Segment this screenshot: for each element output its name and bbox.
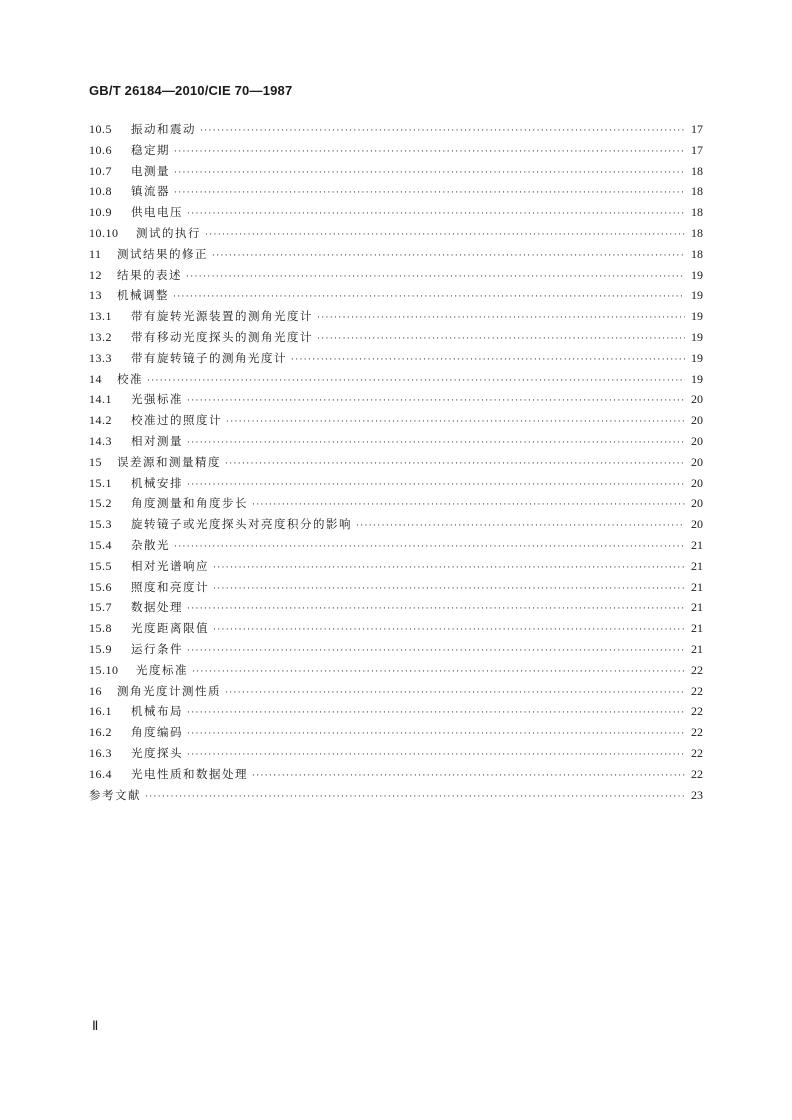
toc-entry-title: 运行条件 bbox=[131, 641, 183, 656]
toc-entry[interactable] bbox=[89, 369, 703, 390]
toc-entry[interactable] bbox=[89, 473, 703, 494]
toc-entry-page: 20 bbox=[691, 517, 703, 532]
toc-dot-leader bbox=[187, 475, 685, 496]
toc-dot-leader bbox=[213, 579, 685, 600]
toc-entry-page: 19 bbox=[691, 267, 703, 282]
toc-entry-number: 14 bbox=[89, 371, 102, 386]
toc-entry[interactable] bbox=[89, 785, 703, 806]
toc-entry[interactable] bbox=[89, 722, 703, 743]
toc-entry-page: 19 bbox=[691, 350, 703, 365]
toc-entry-title: 机械调整 bbox=[117, 288, 169, 303]
toc-entry-number: 16.1 bbox=[89, 704, 112, 719]
document-code-header: GB/T 26184—2010/CIE 70—1987 bbox=[89, 83, 293, 98]
toc-entry-title: 带有移动光度探头的测角光度计 bbox=[131, 329, 313, 344]
toc-dot-leader bbox=[317, 308, 685, 329]
toc-entry-page: 17 bbox=[691, 122, 703, 136]
toc-entry[interactable] bbox=[89, 556, 703, 577]
toc-entry-title: 旋转镜子或光度探头对亮度积分的影响 bbox=[131, 517, 352, 532]
toc-entry-page: 17 bbox=[691, 142, 703, 157]
toc-entry-page: 21 bbox=[691, 641, 703, 656]
toc-entry-number: 14.3 bbox=[89, 433, 112, 448]
toc-entry-page: 19 bbox=[691, 288, 703, 303]
toc-entry-page: 18 bbox=[691, 225, 703, 240]
toc-entry-title: 结果的表述 bbox=[117, 267, 182, 282]
page-number-footer: Ⅱ bbox=[92, 1018, 99, 1033]
toc-dot-leader bbox=[187, 204, 685, 225]
toc-dot-leader bbox=[252, 495, 685, 516]
toc-entry-page: 20 bbox=[691, 454, 703, 469]
toc-entry[interactable] bbox=[89, 764, 703, 785]
toc-dot-leader bbox=[187, 745, 685, 766]
toc-entry-number: 15.8 bbox=[89, 621, 112, 636]
toc-entry-number: 16.2 bbox=[89, 725, 112, 740]
toc-entry-number: 13 bbox=[89, 288, 102, 303]
toc-entry-title: 角度测量和角度步长 bbox=[131, 496, 248, 511]
toc-entry-number: 15.6 bbox=[89, 579, 112, 594]
toc-entry-title: 带有旋转镜子的测角光度计 bbox=[131, 350, 287, 365]
toc-dot-leader bbox=[200, 121, 685, 142]
toc-entry-number: 15.9 bbox=[89, 641, 112, 656]
toc-entry-number: 13.3 bbox=[89, 350, 112, 365]
toc-entry-title: 机械安排 bbox=[131, 475, 183, 490]
toc-entry[interactable] bbox=[89, 119, 703, 140]
toc-dot-leader bbox=[213, 558, 685, 579]
toc-entry[interactable] bbox=[89, 348, 703, 369]
toc-entry-title: 光度探头 bbox=[131, 745, 183, 760]
toc-entry[interactable] bbox=[89, 701, 703, 722]
toc-dot-leader bbox=[212, 246, 685, 267]
toc-entry[interactable] bbox=[89, 577, 703, 598]
toc-entry[interactable] bbox=[89, 431, 703, 452]
toc-entry[interactable] bbox=[89, 535, 703, 556]
toc-entry-title: 照度和亮度计 bbox=[131, 579, 209, 594]
toc-entry-title: 数据处理 bbox=[131, 600, 183, 615]
toc-entry-page: 19 bbox=[691, 309, 703, 324]
toc-dot-leader bbox=[225, 454, 685, 475]
toc-entry-number: 16.4 bbox=[89, 766, 112, 781]
toc-entry-title: 相对光谱响应 bbox=[131, 558, 209, 573]
toc-entry[interactable] bbox=[89, 161, 703, 182]
toc-dot-leader bbox=[174, 163, 685, 184]
toc-entry-title: 光强标准 bbox=[131, 392, 183, 407]
toc-entry-number: 10.10 bbox=[89, 225, 119, 240]
toc-entry-number: 11 bbox=[89, 246, 102, 261]
toc-entry-title: 带有旋转光源装置的测角光度计 bbox=[131, 309, 313, 324]
toc-entry-page: 21 bbox=[691, 621, 703, 636]
toc-entry[interactable] bbox=[89, 618, 703, 639]
toc-entry-number: 15.4 bbox=[89, 537, 112, 552]
toc-entry-number: 10.8 bbox=[89, 184, 112, 199]
toc-entry-title: 测试的执行 bbox=[136, 225, 201, 240]
toc-entry-number: 13.1 bbox=[89, 309, 112, 324]
toc-dot-leader bbox=[187, 433, 685, 454]
toc-entry[interactable] bbox=[89, 285, 703, 306]
toc-entry-number: 12 bbox=[89, 267, 102, 282]
toc-entry-number: 15.7 bbox=[89, 600, 112, 615]
toc-dot-leader bbox=[147, 371, 685, 392]
toc-entry-title: 相对测量 bbox=[131, 433, 183, 448]
toc-entry-page: 18 bbox=[691, 205, 703, 220]
toc-entry-number: 14.1 bbox=[89, 392, 112, 407]
toc-entry-number: 13.2 bbox=[89, 329, 112, 344]
toc-dot-leader bbox=[186, 267, 685, 288]
toc-entry-title: 校准 bbox=[117, 371, 143, 386]
toc-entry[interactable] bbox=[89, 223, 703, 244]
toc-dot-leader bbox=[174, 142, 685, 163]
toc-entry[interactable] bbox=[89, 660, 703, 681]
toc-entry[interactable] bbox=[89, 244, 703, 265]
toc-entry-page: 22 bbox=[691, 704, 703, 719]
table-of-contents bbox=[89, 119, 703, 805]
toc-entry-title: 角度编码 bbox=[131, 725, 183, 740]
toc-entry[interactable] bbox=[89, 743, 703, 764]
toc-entry[interactable] bbox=[89, 140, 703, 161]
toc-dot-leader bbox=[205, 225, 685, 246]
toc-dot-leader bbox=[317, 329, 685, 350]
toc-entry[interactable] bbox=[89, 514, 703, 535]
toc-dot-leader bbox=[226, 412, 685, 433]
toc-entry-number: 14.2 bbox=[89, 413, 112, 428]
toc-entry[interactable] bbox=[89, 493, 703, 514]
toc-entry[interactable] bbox=[89, 202, 703, 223]
toc-dot-leader bbox=[225, 683, 685, 704]
toc-entry[interactable] bbox=[89, 410, 703, 431]
toc-dot-leader bbox=[252, 766, 685, 787]
toc-entry-page: 20 bbox=[691, 475, 703, 490]
toc-entry-title: 光度距离限值 bbox=[131, 621, 209, 636]
toc-dot-leader bbox=[356, 516, 685, 537]
toc-entry[interactable] bbox=[89, 639, 703, 660]
toc-entry-number: 15.1 bbox=[89, 475, 112, 490]
toc-entry-number: 16 bbox=[89, 683, 102, 698]
toc-entry[interactable] bbox=[89, 681, 703, 702]
toc-entry-page: 22 bbox=[691, 766, 703, 781]
toc-entry[interactable] bbox=[89, 389, 703, 410]
toc-entry-page: 21 bbox=[691, 579, 703, 594]
toc-dot-leader bbox=[187, 703, 685, 724]
toc-entry-number: 10.6 bbox=[89, 142, 112, 157]
toc-dot-leader bbox=[145, 787, 685, 808]
toc-entry-page: 19 bbox=[691, 329, 703, 344]
toc-entry-page: 18 bbox=[691, 246, 703, 261]
toc-entry-number: 10.9 bbox=[89, 205, 112, 220]
toc-entry-page: 21 bbox=[691, 600, 703, 615]
toc-entry-number: 10.5 bbox=[89, 122, 112, 136]
toc-dot-leader bbox=[213, 620, 685, 641]
toc-entry-title: 光电性质和数据处理 bbox=[131, 766, 248, 781]
toc-dot-leader bbox=[192, 662, 685, 683]
toc-entry-page: 20 bbox=[691, 413, 703, 428]
toc-entry-title: 参考文献 bbox=[89, 787, 141, 802]
toc-dot-leader bbox=[291, 350, 685, 371]
toc-entry-number: 15.5 bbox=[89, 558, 112, 573]
toc-entry-title: 光度标准 bbox=[136, 662, 188, 677]
toc-entry-title: 校准过的照度计 bbox=[131, 413, 222, 428]
toc-entry-page: 19 bbox=[691, 371, 703, 386]
toc-entry-number: 15.3 bbox=[89, 517, 112, 532]
toc-entry-title: 稳定期 bbox=[131, 142, 170, 157]
toc-entry-page: 20 bbox=[691, 433, 703, 448]
toc-entry[interactable] bbox=[89, 181, 703, 202]
toc-dot-leader bbox=[174, 537, 685, 558]
toc-entry-page: 20 bbox=[691, 392, 703, 407]
toc-entry-page: 22 bbox=[691, 745, 703, 760]
toc-entry-title: 电测量 bbox=[131, 163, 170, 178]
toc-entry-number: 15.10 bbox=[89, 662, 119, 677]
toc-entry-title: 测试结果的修正 bbox=[117, 246, 208, 261]
toc-entry-number: 10.7 bbox=[89, 163, 112, 178]
toc-entry-page: 18 bbox=[691, 184, 703, 199]
toc-dot-leader bbox=[187, 724, 685, 745]
toc-entry-page: 22 bbox=[691, 662, 703, 677]
toc-entry-title: 镇流器 bbox=[131, 184, 170, 199]
toc-entry-title: 误差源和测量精度 bbox=[117, 454, 221, 469]
toc-entry-page: 21 bbox=[691, 558, 703, 573]
toc-entry-page: 22 bbox=[691, 683, 703, 698]
toc-entry-page: 21 bbox=[691, 537, 703, 552]
toc-entry-number: 15 bbox=[89, 454, 102, 469]
toc-entry-page: 20 bbox=[691, 496, 703, 511]
toc-entry-page: 18 bbox=[691, 163, 703, 178]
toc-entry[interactable] bbox=[89, 327, 703, 348]
toc-entry-title: 测角光度计测性质 bbox=[117, 683, 221, 698]
toc-entry-page: 23 bbox=[691, 787, 703, 802]
toc-dot-leader bbox=[174, 183, 685, 204]
toc-dot-leader bbox=[173, 287, 685, 308]
toc-entry-page: 22 bbox=[691, 725, 703, 740]
toc-entry[interactable] bbox=[89, 306, 703, 327]
toc-entry-number: 15.2 bbox=[89, 496, 112, 511]
toc-entry[interactable] bbox=[89, 597, 703, 618]
toc-entry[interactable] bbox=[89, 452, 703, 473]
toc-entry-number: 16.3 bbox=[89, 745, 112, 760]
toc-entry-title: 机械布局 bbox=[131, 704, 183, 719]
toc-dot-leader bbox=[187, 391, 685, 412]
toc-entry-title: 杂散光 bbox=[131, 537, 170, 552]
toc-entry-title: 振动和震动 bbox=[131, 122, 196, 136]
toc-entry-title: 供电电压 bbox=[131, 205, 183, 220]
toc-dot-leader bbox=[187, 599, 685, 620]
toc-entry[interactable] bbox=[89, 265, 703, 286]
toc-dot-leader bbox=[187, 641, 685, 662]
